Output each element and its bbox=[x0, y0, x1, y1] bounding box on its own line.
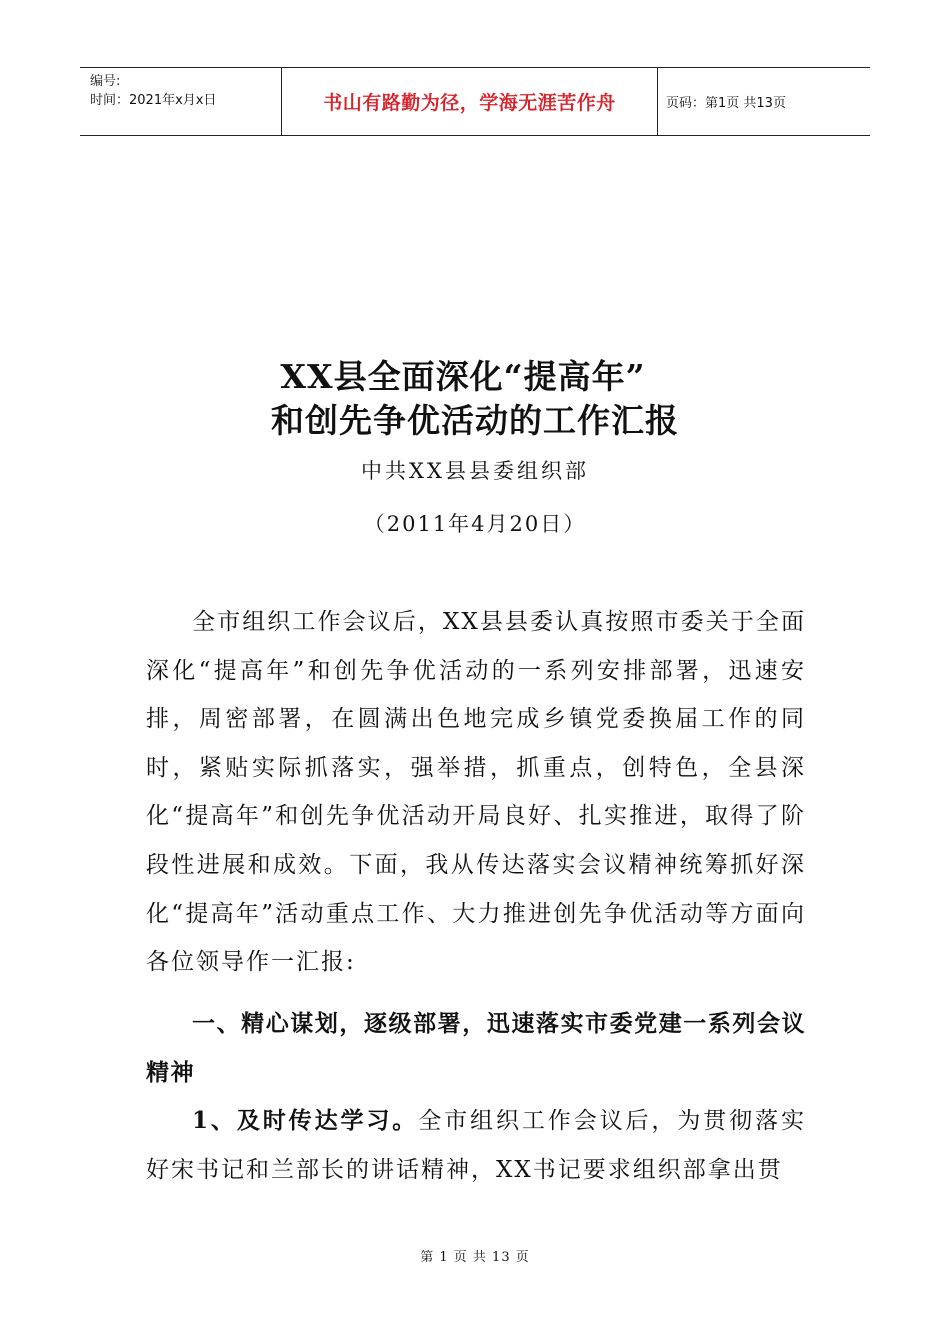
document-time-label: 时间：2021年x月x日 bbox=[90, 93, 217, 108]
body-paragraph-1: 全市组织工作会议后，XX县县委认真按照市委关于全面深化“提高年”和创先争优活动的一系列安排部署，迅速安排，周密部署，在圆满出色地完成乡镇党委换届工作的同时，紧贴实际抓落实，强举措，抓重点，创特色，全县深化“提高年”和创先争优活动开局良好、扎实推进，取得了阶段性进展和成效。下面，我从传达落实会议精神统筹抓好深化“提高年”活动重点工作、大力推进创先争优活动等方面向各位领导作一汇报: bbox=[146, 609, 806, 976]
page-header-table bbox=[80, 67, 870, 136]
body-paragraph-2 bbox=[146, 1097, 806, 1194]
header-meta-cell bbox=[80, 68, 282, 135]
section-heading-1: 一、精心谋划，逐级部署，迅速落实市委党建一系列会议精神 bbox=[146, 1011, 806, 1086]
paragraph-2-text: 全市组织工作会议后，为贯彻落实好宋书记和兰部长的讲话精神，XX书记要求组织部拿出贯 bbox=[146, 1108, 806, 1183]
document-number-label: 编号: bbox=[90, 74, 121, 89]
header-motto: 书山有路勤为径，学海无涯苦作舟 bbox=[282, 68, 658, 135]
document-title-line-2: 和创先争优活动的工作汇报 bbox=[271, 401, 679, 440]
document-organization: 中共XX县县委组织部 bbox=[361, 459, 589, 483]
document-date: （2011年4月20日） bbox=[363, 512, 587, 536]
paragraph-2-lead: 1、及时传达学习。 bbox=[192, 1107, 419, 1134]
header-page-number: 页码：第1页 共13页 bbox=[666, 96, 786, 111]
page-footer: 第 1 页 共 13 页 bbox=[420, 1250, 530, 1265]
document-title-line-1: XX县全面深化“提高年” bbox=[280, 357, 646, 396]
